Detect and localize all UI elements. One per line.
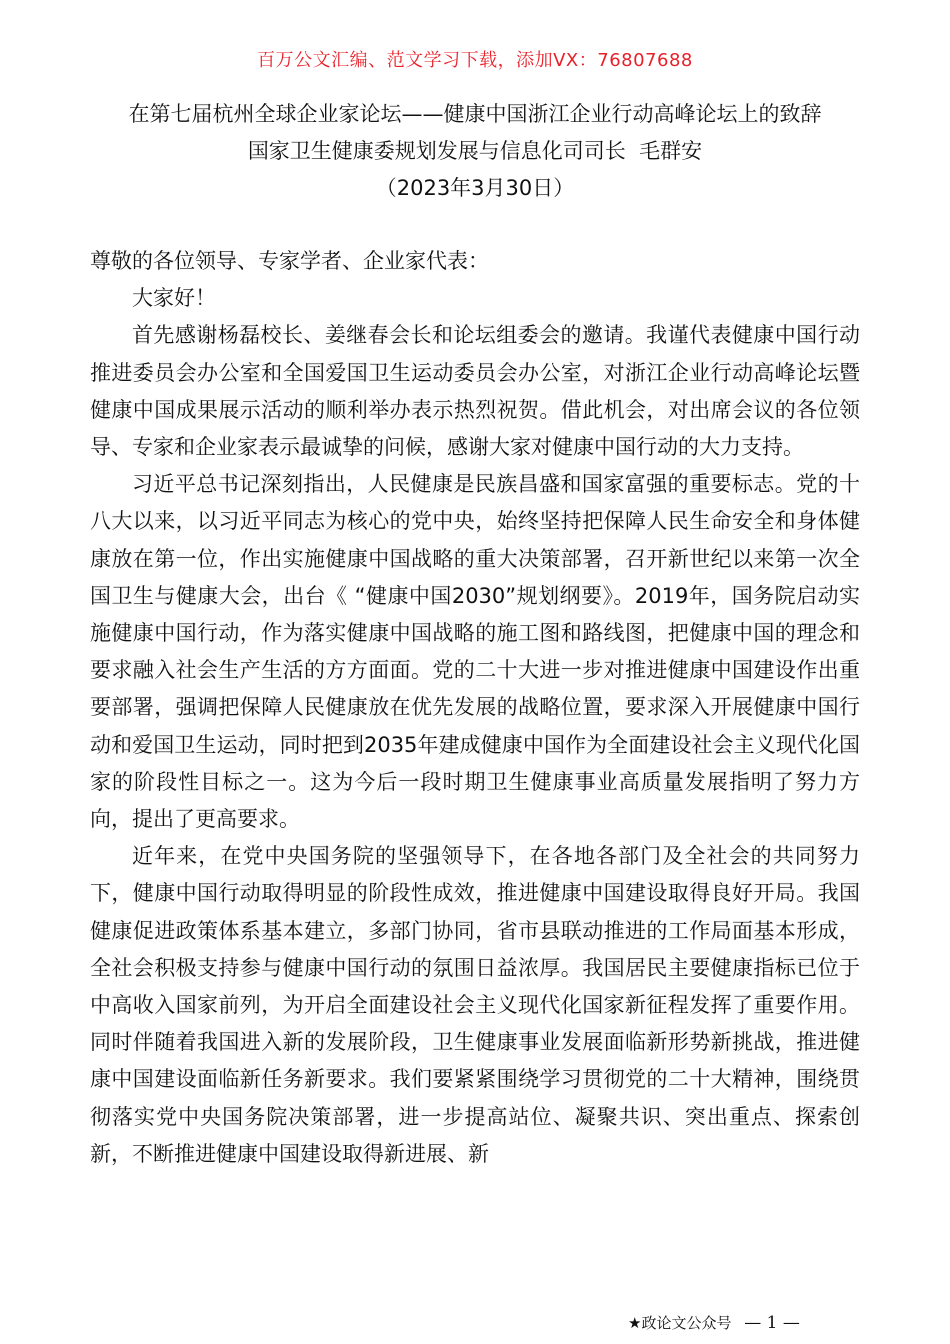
paragraph: 习近平总书记深刻指出，人民健康是民族昌盛和国家富强的重要标志。党的十八大以来，以习近平同志为核心的党中央，始终坚持把保障人民生命安全和身体健康放在第一位，作出实施健康中国战略的重大决策部署，召开新世纪以来第一次全国卫生与健康大会，出台《 “健康中国2030”规划纲要》。2019年，国务院启动实施健康中国行动，作为落实健康中国战略的施工图和路线图，把健康中国的理念和要求融入社会生产生活的方方面面。党的二十大进一步对推进健康中国建设作出重要部署，强调把保障人民健康放在优先发展的战略位置，要求深入开展健康中国行动和爱国卫生运动，同时把到2035年建成健康中国作为全面建设社会主义现代化国家的阶段性目标之一。这为今后一段时期卫生健康事业高质量发展指明了努力方向，提出了更高要求。 (90, 472, 860, 832)
footer-source: ★政论文公众号 (628, 1314, 732, 1332)
speaker-line: 国家卫生健康委规划发展与信息化司司长 毛群安 (247, 139, 703, 163)
download-banner: 百万公文汇编、范文学习下载，添加VX：76807688 (257, 50, 693, 71)
page-number: — 1 — (744, 1313, 800, 1333)
paragraph-greeting: 大家好！ (132, 286, 216, 311)
speech-date: （2023年3月30日） (375, 176, 575, 200)
speech-title: 在第七届杭州全球企业家论坛——健康中国浙江企业行动高峰论坛上的致辞 (128, 102, 822, 126)
speech-title-block (0, 96, 950, 207)
speech-body (90, 243, 860, 1173)
paragraph: 近年来，在党中央国务院的坚强领导下，在各地各部门及全社会的共同努力下，健康中国行动取得明显的阶段性成效，推进健康中国建设取得良好开局。我国健康促进政策体系基本建立，多部门协同，省市县联动推进的工作局面基本形成，全社会积极支持参与健康中国行动的氛围日益浓厚。我国居民主要健康指标已位于中高收入国家前列，为开启全面建设社会主义现代化国家新征程发挥了重要作用。同时伴随着我国进入新的发展阶段，卫生健康事业发展面临新形势新挑战，推进健康中国建设面临新任务新要求。我们要紧紧围绕学习贯彻党的二十大精神，围绕贯彻落实党中央国务院决策部署，进一步提高站位、凝聚共识、突出重点、探索创新，不断推进健康中国建设取得新进展、新 (90, 844, 860, 1166)
salutation: 尊敬的各位领导、专家学者、企业家代表： (90, 249, 489, 273)
page-footer (628, 1312, 800, 1333)
paragraph: 首先感谢杨磊校长、姜继春会长和论坛组委会的邀请。我谨代表健康中国行动推进委员会办公室和全国爱国卫生运动委员会办公室，对浙江企业行动高峰论坛暨健康中国成果展示活动的顺利举办表示热烈祝贺。借此机会，对出席会议的各位领导、专家和企业家表示最诚挚的问候，感谢大家对健康中国行动的大力支持。 (90, 323, 860, 460)
